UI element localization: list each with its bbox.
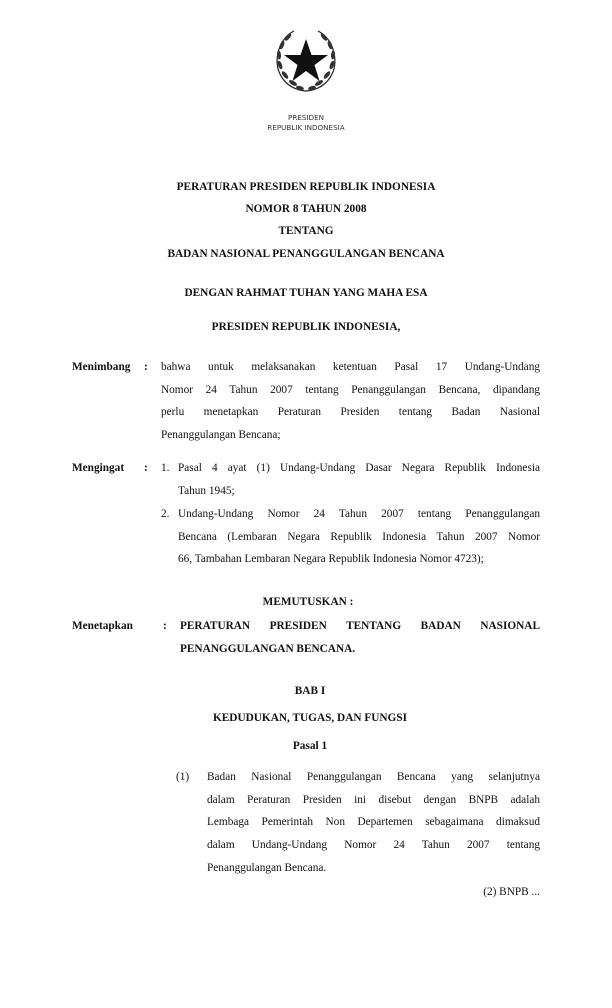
text-line: Bencana (Lembaran Negara Republik Indonesia Tahun 2007 Nomor bbox=[178, 530, 540, 543]
text-line: dalam Peraturan Presiden ini disebut dengan BNPB adalah bbox=[207, 793, 540, 806]
menimbang-label: Menimbang bbox=[72, 361, 131, 373]
pasal-heading: Pasal 1 bbox=[292, 740, 328, 752]
text-line: Penanggulangan Bencana; bbox=[161, 429, 281, 442]
text-line: Lembaga Pemerintah Non Departemen sebagaimana dimaksud bbox=[207, 816, 540, 829]
menimbang-text bbox=[161, 356, 540, 447]
menetapkan-text bbox=[180, 615, 540, 660]
text-line: bahwa untuk melaksanakan ketentuan Pasal 17 Undang-Undang bbox=[161, 361, 540, 373]
mengingat-colon: : bbox=[144, 462, 148, 474]
text-line: Undang-Undang Nomor 24 Tahun 2007 tentang Penanggulangan bbox=[178, 508, 540, 520]
text-line: dalam Undang-Undang Nomor 24 Tahun 2007 tentang bbox=[207, 839, 540, 852]
mengingat-item-2 bbox=[178, 503, 540, 571]
invocation: DENGAN RAHMAT TUHAN YANG MAHA ESA bbox=[184, 287, 428, 299]
list-number: 2. bbox=[161, 508, 170, 520]
text-line: Tahun 1945; bbox=[178, 484, 235, 497]
letterhead-line1: PRESIDEN bbox=[287, 113, 324, 122]
list-number: 1. bbox=[161, 462, 170, 474]
text-line: 66, Tambahan Lembaran Negara Republik Indonesia Nomor 4723); bbox=[178, 553, 484, 566]
text-line: Badan Nasional Penanggulangan Bencana yang selanjutnya bbox=[207, 771, 540, 783]
president-heading: PRESIDEN REPUBLIK INDONESIA, bbox=[211, 321, 401, 333]
text-line: PERATURAN PRESIDEN TENTANG BADAN NASIONAL bbox=[180, 620, 540, 632]
memutuskan-text: MEMUTUSKAN : bbox=[262, 596, 354, 608]
title-line3: TENTANG bbox=[278, 225, 334, 237]
title-line4: BADAN NASIONAL PENANGGULANGAN BENCANA bbox=[167, 248, 445, 260]
title-line2: NOMOR 8 TAHUN 2008 bbox=[245, 203, 367, 215]
text-line: perlu menetapkan Peraturan Presiden tentang Badan Nasional bbox=[161, 406, 540, 419]
ayat-number: (1) bbox=[176, 771, 190, 783]
mengingat-item-1 bbox=[178, 457, 540, 502]
title-line1: PERATURAN PRESIDEN REPUBLIK INDONESIA bbox=[176, 181, 436, 193]
bab-title: KEDUDUKAN, TUGAS, DAN FUNGSI bbox=[212, 712, 408, 724]
menetapkan-label: Menetapkan bbox=[72, 620, 133, 632]
menetapkan-colon: : bbox=[163, 620, 167, 632]
bab-heading: BAB I bbox=[294, 685, 326, 697]
memutuskan-heading bbox=[0, 591, 612, 614]
menimbang-colon: : bbox=[144, 361, 148, 373]
ayat-1-text bbox=[207, 766, 540, 879]
text-line: Nomor 24 Tahun 2007 tentang Penanggulangan Bencana, dipandang bbox=[161, 383, 540, 396]
text-line: PENANGGULANGAN BENCANA. bbox=[180, 642, 356, 655]
continuation-marker: (2) BNPB ... bbox=[483, 886, 540, 898]
text-line: Penanggulangan Bencana. bbox=[207, 861, 327, 874]
letterhead-line2: REPUBLIK INDONESIA bbox=[267, 123, 345, 132]
text-line: Pasal 4 ayat (1) Undang-Undang Dasar Negara Republik Indonesia bbox=[178, 462, 540, 474]
mengingat-label: Mengingat bbox=[72, 462, 125, 474]
presidential-seal-emblem bbox=[270, 25, 342, 97]
